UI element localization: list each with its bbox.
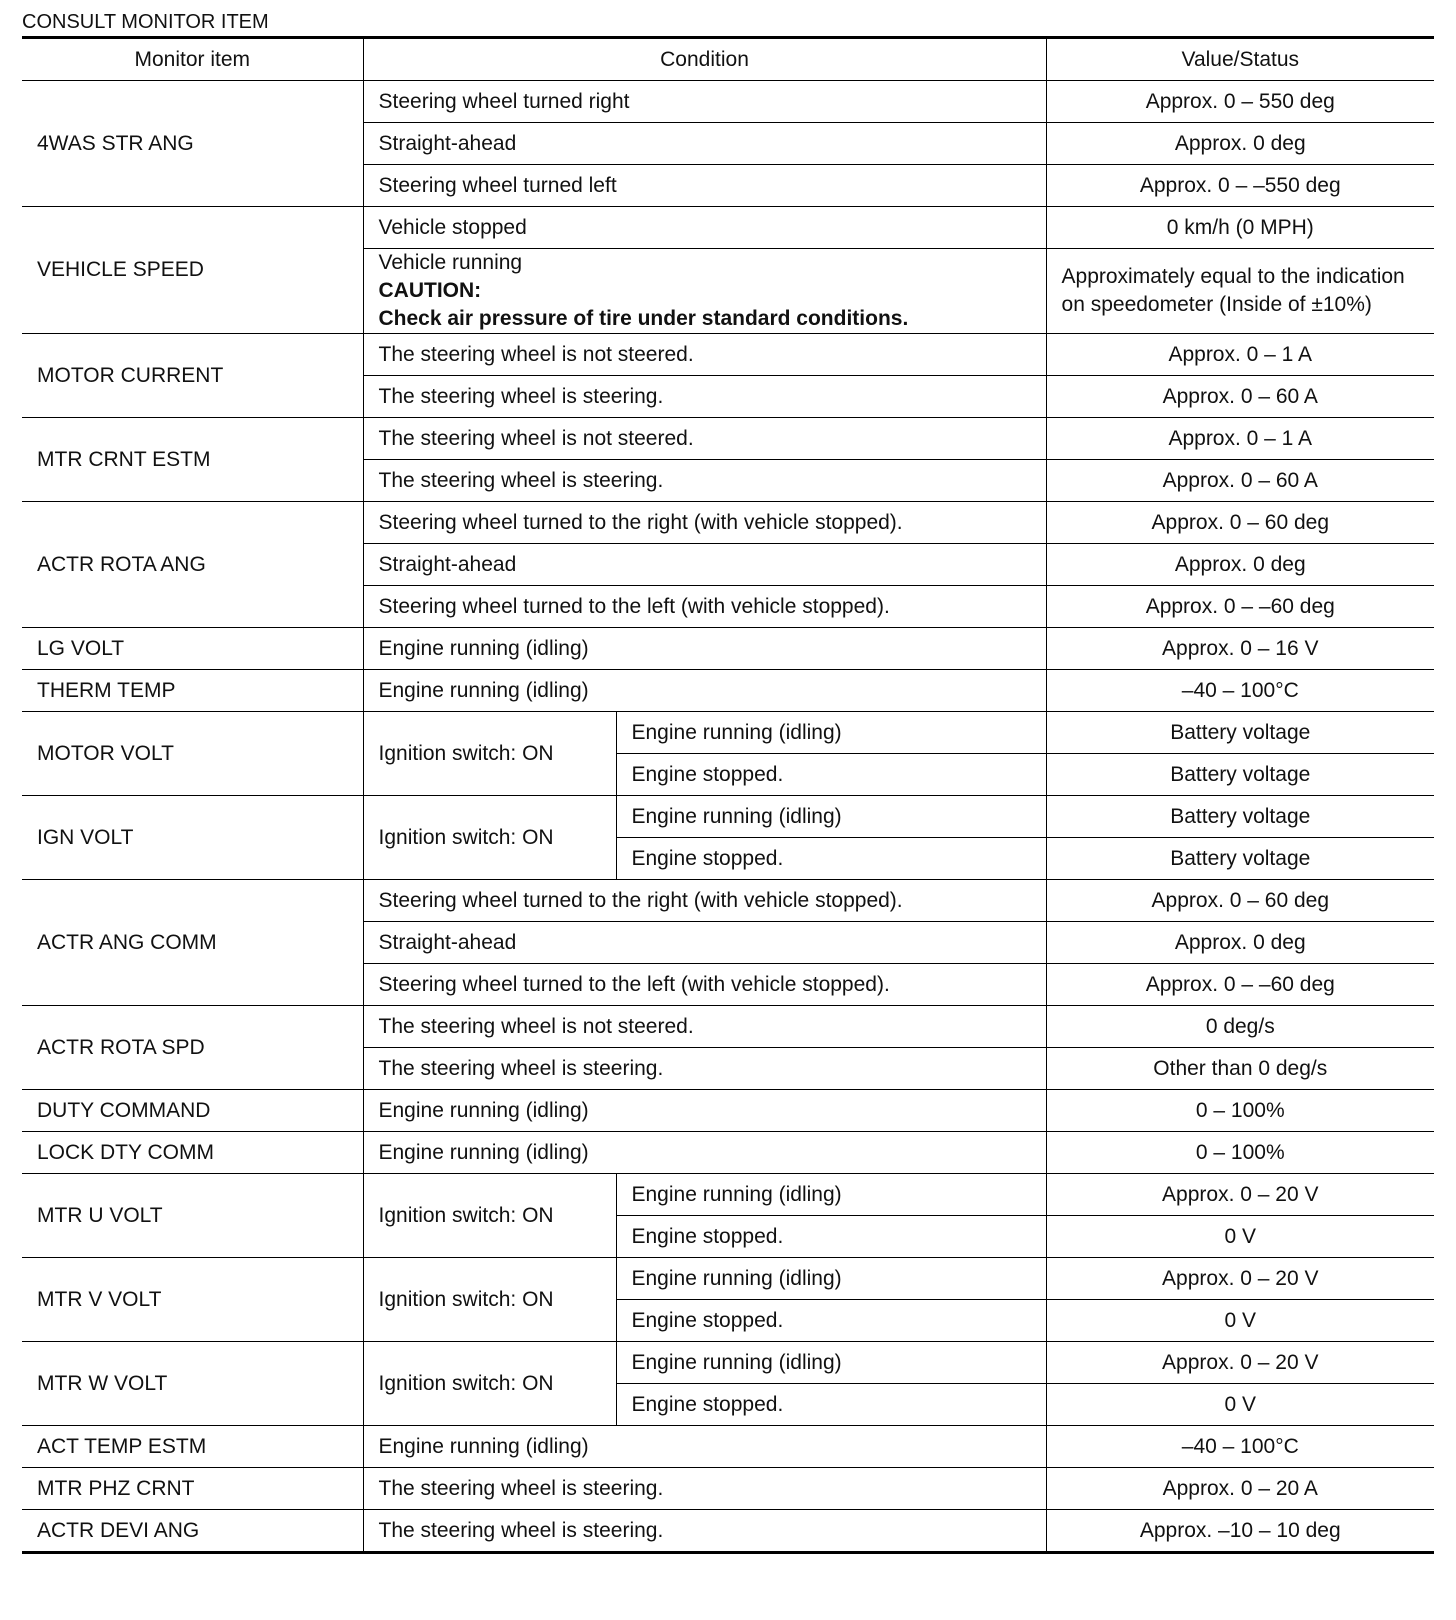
condition: Engine running (idling) bbox=[616, 1258, 1046, 1300]
value-status: Approximately equal to the indication on speedometer (Inside of ±10%) bbox=[1046, 249, 1434, 334]
value-status: Other than 0 deg/s bbox=[1046, 1048, 1434, 1090]
condition: Vehicle stopped bbox=[363, 207, 1046, 249]
table-row bbox=[22, 1510, 1434, 1553]
monitor-item: ACTR ROTA ANG bbox=[22, 502, 363, 628]
monitor-item: ACTR DEVI ANG bbox=[22, 1510, 363, 1553]
table-row bbox=[22, 1426, 1434, 1468]
value-status: 0 V bbox=[1046, 1384, 1434, 1426]
table-row bbox=[22, 1258, 1434, 1300]
condition-line: Vehicle running bbox=[378, 251, 523, 274]
monitor-item: MOTOR VOLT bbox=[22, 712, 363, 796]
value-status: Approx. 0 – –60 deg bbox=[1046, 586, 1434, 628]
condition: Straight-ahead bbox=[363, 123, 1046, 165]
condition: Steering wheel turned to the left (with vehicle stopped). bbox=[363, 964, 1046, 1006]
value-status: Approx. 0 deg bbox=[1046, 544, 1434, 586]
condition: Engine running (idling) bbox=[363, 1132, 1046, 1174]
condition: Steering wheel turned to the left (with vehicle stopped). bbox=[363, 586, 1046, 628]
value-status: –40 – 100°C bbox=[1046, 1426, 1434, 1468]
condition: Steering wheel turned to the right (with vehicle stopped). bbox=[363, 502, 1046, 544]
value-status: Approx. 0 deg bbox=[1046, 123, 1434, 165]
table-row bbox=[22, 670, 1434, 712]
monitor-item: IGN VOLT bbox=[22, 796, 363, 880]
condition: Engine running (idling) bbox=[363, 1090, 1046, 1132]
value-status: 0 V bbox=[1046, 1216, 1434, 1258]
condition: Steering wheel turned left bbox=[363, 165, 1046, 207]
value-status: Battery voltage bbox=[1046, 838, 1434, 880]
condition: Steering wheel turned to the right (with vehicle stopped). bbox=[363, 880, 1046, 922]
value-status: Approx. 0 – 550 deg bbox=[1046, 81, 1434, 123]
table-row bbox=[22, 1342, 1434, 1384]
value-status: Approx. 0 – 60 deg bbox=[1046, 502, 1434, 544]
monitor-item: ACTR ROTA SPD bbox=[22, 1006, 363, 1090]
value-status: Approx. 0 deg bbox=[1046, 922, 1434, 964]
value-status: Battery voltage bbox=[1046, 712, 1434, 754]
caution-text: Check air pressure of tire under standard conditions. bbox=[378, 307, 909, 330]
table-row bbox=[22, 1174, 1434, 1216]
value-status: Approx. 0 – 20 V bbox=[1046, 1342, 1434, 1384]
condition: Engine running (idling) bbox=[363, 670, 1046, 712]
condition: Engine running (idling) bbox=[363, 1426, 1046, 1468]
condition: The steering wheel is steering. bbox=[363, 460, 1046, 502]
header-monitor-item: Monitor item bbox=[22, 38, 363, 81]
value-status: Approx. 0 – –550 deg bbox=[1046, 165, 1434, 207]
table-row bbox=[22, 1132, 1434, 1174]
value-status: 0 – 100% bbox=[1046, 1090, 1434, 1132]
value-status: Approx. 0 – 60 A bbox=[1046, 376, 1434, 418]
condition: Engine stopped. bbox=[616, 1300, 1046, 1342]
condition-group: Ignition switch: ON bbox=[363, 1174, 616, 1258]
value-status: Approx. 0 – 16 V bbox=[1046, 628, 1434, 670]
header-condition: Condition bbox=[363, 38, 1046, 81]
monitor-item: MTR V VOLT bbox=[22, 1258, 363, 1342]
value-status: 0 deg/s bbox=[1046, 1006, 1434, 1048]
table-header-row bbox=[22, 38, 1434, 81]
table-row bbox=[22, 712, 1434, 754]
table-row bbox=[22, 1468, 1434, 1510]
monitor-item: LOCK DTY COMM bbox=[22, 1132, 363, 1174]
value-status: Battery voltage bbox=[1046, 796, 1434, 838]
value-status: Approx. 0 – 60 A bbox=[1046, 460, 1434, 502]
value-status: Approx. 0 – 1 A bbox=[1046, 334, 1434, 376]
monitor-item: VEHICLE SPEED bbox=[22, 207, 363, 334]
condition: Engine stopped. bbox=[616, 1216, 1046, 1258]
value-status: 0 – 100% bbox=[1046, 1132, 1434, 1174]
monitor-item: LG VOLT bbox=[22, 628, 363, 670]
condition-group: Ignition switch: ON bbox=[363, 1258, 616, 1342]
condition: Engine stopped. bbox=[616, 838, 1046, 880]
monitor-item: MOTOR CURRENT bbox=[22, 334, 363, 418]
condition: The steering wheel is not steered. bbox=[363, 418, 1046, 460]
condition: Straight-ahead bbox=[363, 544, 1046, 586]
table-row bbox=[22, 1006, 1434, 1048]
document-title: CONSULT MONITOR ITEM bbox=[22, 11, 269, 33]
value-status: Approx. 0 – 60 deg bbox=[1046, 880, 1434, 922]
monitor-item: ACT TEMP ESTM bbox=[22, 1426, 363, 1468]
value-status: 0 km/h (0 MPH) bbox=[1046, 207, 1434, 249]
monitor-item: 4WAS STR ANG bbox=[22, 81, 363, 207]
value-status: Approx. 0 – 20 V bbox=[1046, 1174, 1434, 1216]
condition: Straight-ahead bbox=[363, 922, 1046, 964]
table-row bbox=[22, 81, 1434, 123]
value-status: Approx. 0 – 1 A bbox=[1046, 418, 1434, 460]
consult-monitor-table bbox=[22, 36, 1434, 1554]
value-status: 0 V bbox=[1046, 1300, 1434, 1342]
condition-group: Ignition switch: ON bbox=[363, 712, 616, 796]
table-row bbox=[22, 880, 1434, 922]
value-status: Approx. –10 – 10 deg bbox=[1046, 1510, 1434, 1553]
monitor-item: MTR CRNT ESTM bbox=[22, 418, 363, 502]
table-row bbox=[22, 628, 1434, 670]
value-status: Approx. 0 – 20 V bbox=[1046, 1258, 1434, 1300]
value-status: –40 – 100°C bbox=[1046, 670, 1434, 712]
condition-group: Ignition switch: ON bbox=[363, 796, 616, 880]
condition: Engine stopped. bbox=[616, 754, 1046, 796]
table-row bbox=[22, 502, 1434, 544]
caution-label: CAUTION: bbox=[378, 279, 482, 302]
condition: Engine running (idling) bbox=[616, 796, 1046, 838]
condition: Engine running (idling) bbox=[363, 628, 1046, 670]
condition-group: Ignition switch: ON bbox=[363, 1342, 616, 1426]
condition: Steering wheel turned right bbox=[363, 81, 1046, 123]
table-row bbox=[22, 1090, 1434, 1132]
condition: The steering wheel is not steered. bbox=[363, 1006, 1046, 1048]
condition bbox=[363, 249, 1046, 334]
condition: The steering wheel is steering. bbox=[363, 1510, 1046, 1553]
monitor-item: MTR W VOLT bbox=[22, 1342, 363, 1426]
monitor-item: DUTY COMMAND bbox=[22, 1090, 363, 1132]
monitor-item: ACTR ANG COMM bbox=[22, 880, 363, 1006]
table-row bbox=[22, 796, 1434, 838]
table-row bbox=[22, 334, 1434, 376]
value-status: Battery voltage bbox=[1046, 754, 1434, 796]
value-status: Approx. 0 – 20 A bbox=[1046, 1468, 1434, 1510]
header-value-status: Value/Status bbox=[1046, 38, 1434, 81]
condition: Engine stopped. bbox=[616, 1384, 1046, 1426]
condition: The steering wheel is steering. bbox=[363, 1468, 1046, 1510]
table-row bbox=[22, 207, 1434, 249]
monitor-item: MTR PHZ CRNT bbox=[22, 1468, 363, 1510]
condition: The steering wheel is steering. bbox=[363, 376, 1046, 418]
condition: Engine running (idling) bbox=[616, 1342, 1046, 1384]
value-status: Approx. 0 – –60 deg bbox=[1046, 964, 1434, 1006]
monitor-item: MTR U VOLT bbox=[22, 1174, 363, 1258]
monitor-item: THERM TEMP bbox=[22, 670, 363, 712]
condition: The steering wheel is not steered. bbox=[363, 334, 1046, 376]
condition: Engine running (idling) bbox=[616, 1174, 1046, 1216]
table-row bbox=[22, 418, 1434, 460]
condition: Engine running (idling) bbox=[616, 712, 1046, 754]
condition: The steering wheel is steering. bbox=[363, 1048, 1046, 1090]
